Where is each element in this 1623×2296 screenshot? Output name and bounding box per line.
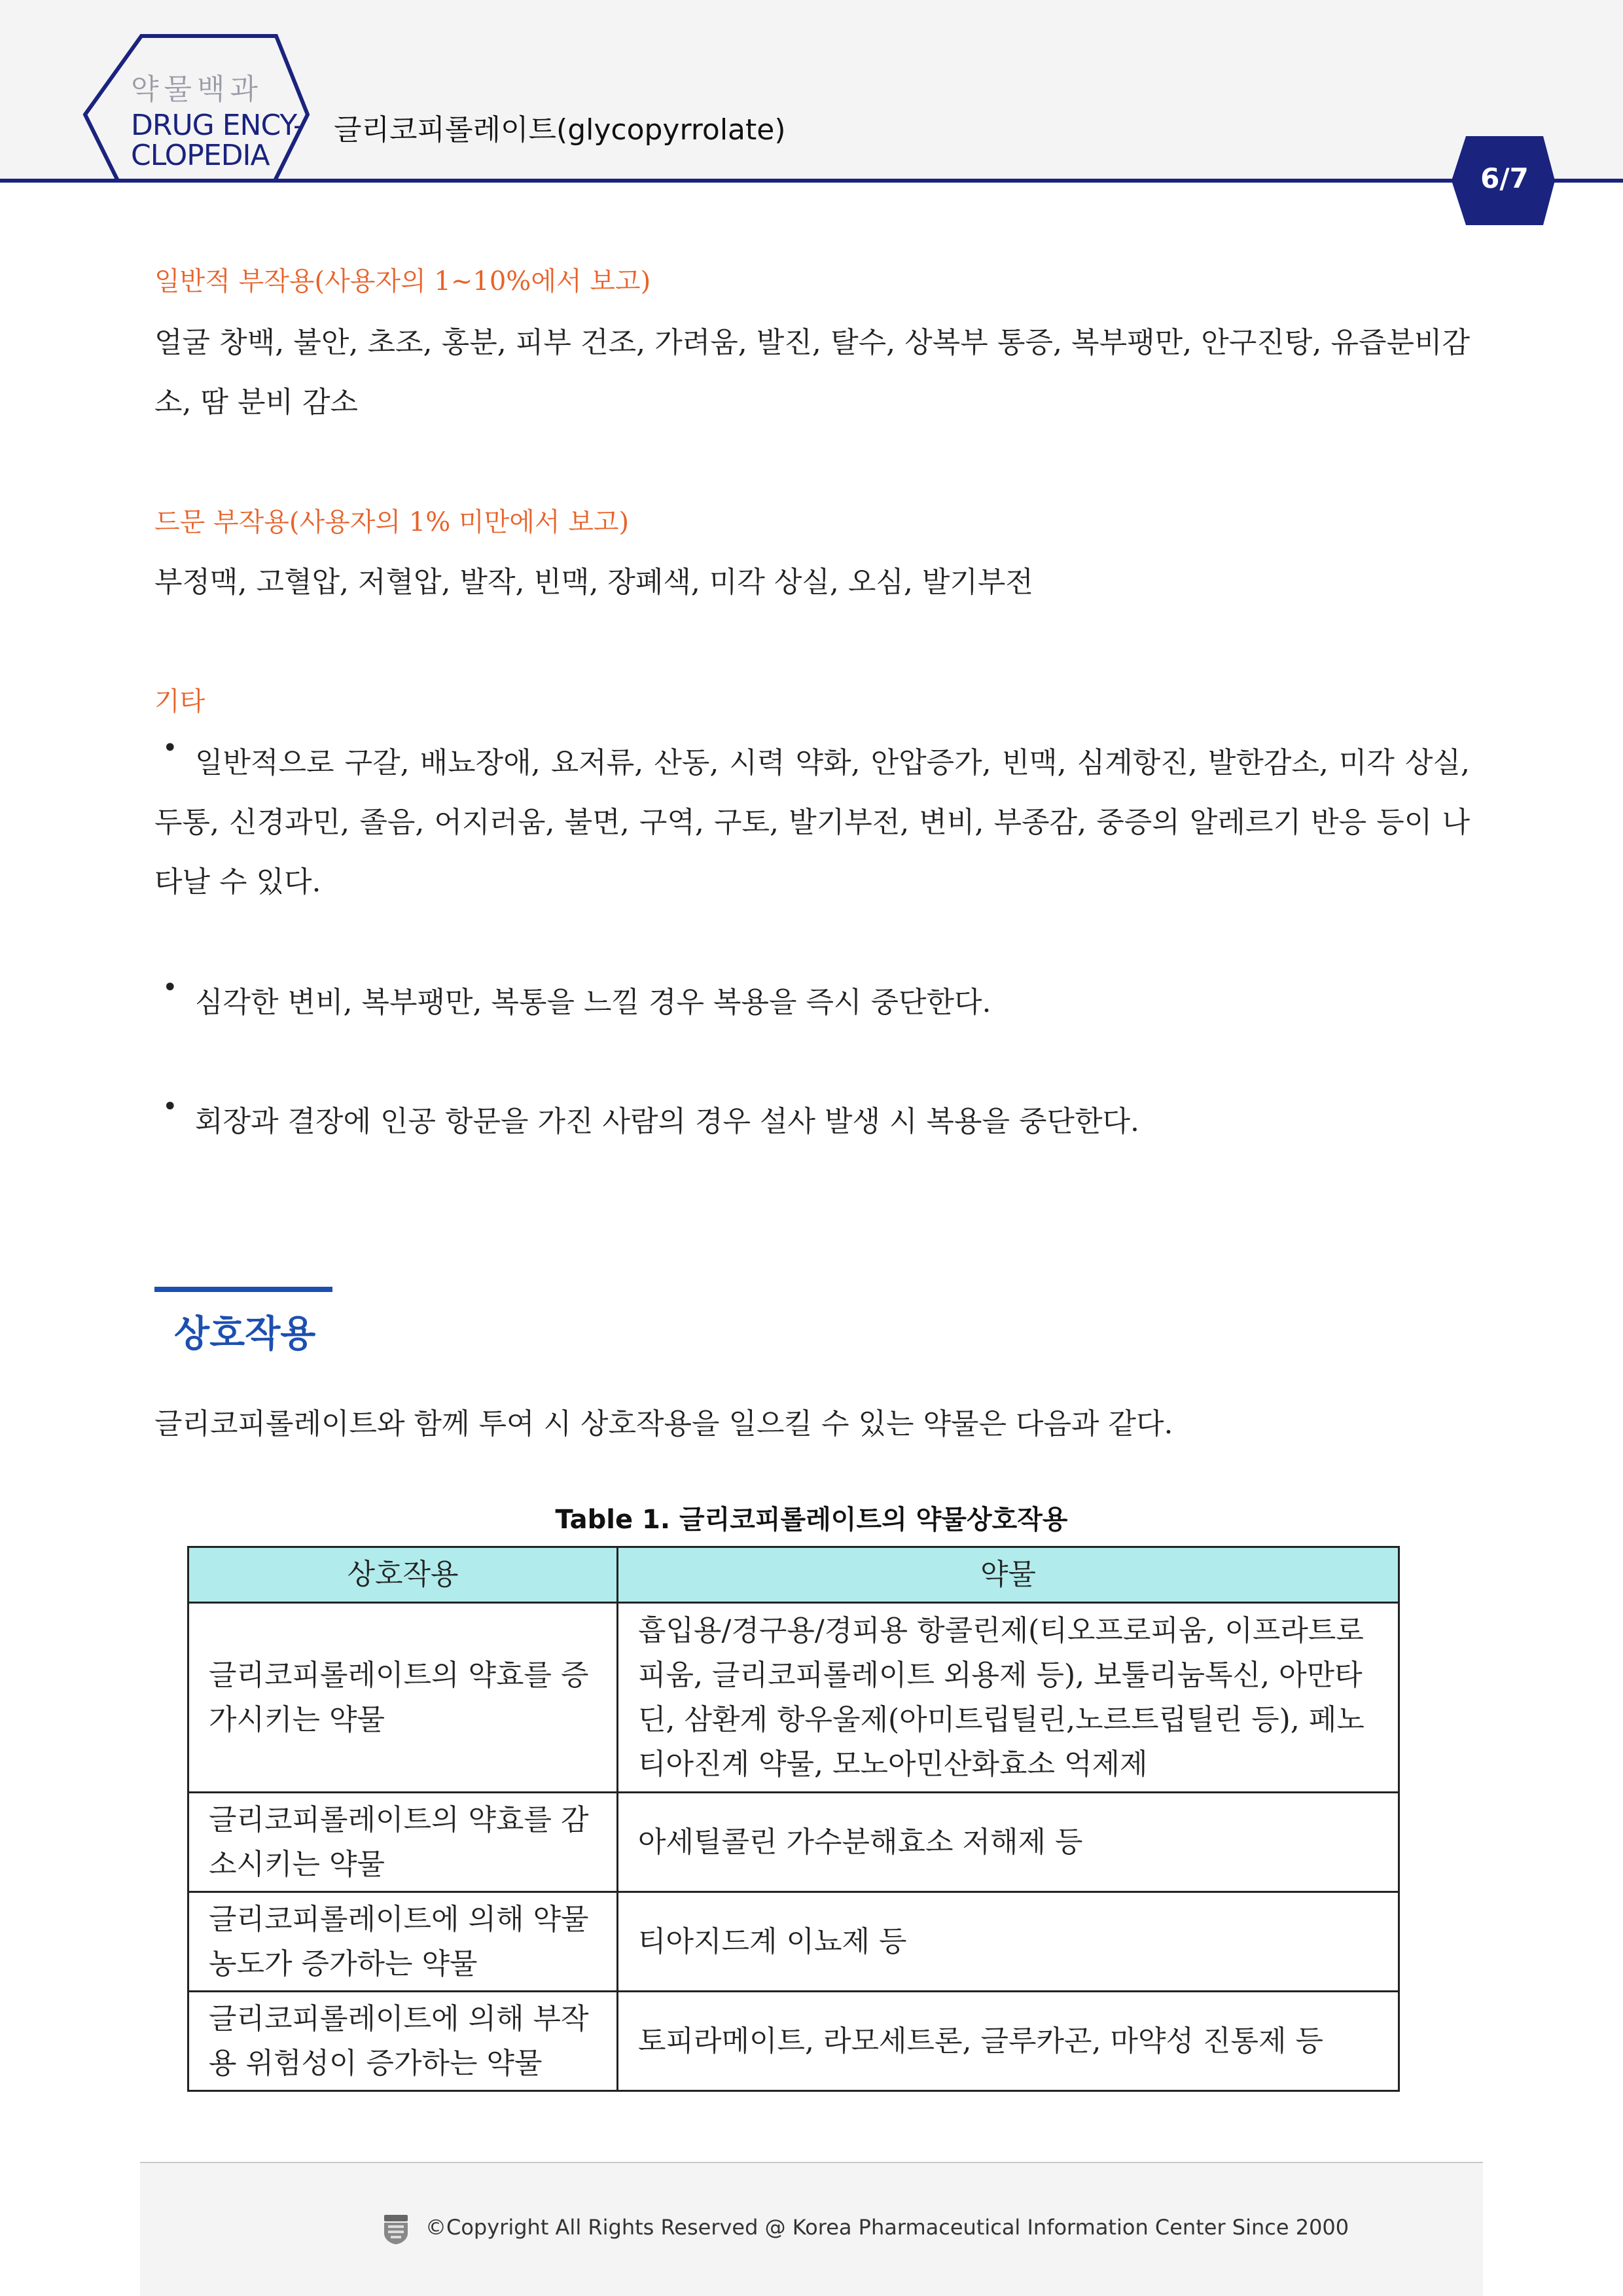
logo-drug-ency: DRUG ENCY-: [131, 109, 303, 142]
table-cell-drugs: 아세틸콜린 가수분해효소 저해제 등: [618, 1793, 1399, 1892]
section-accent-bar: [154, 1287, 332, 1292]
kpic-emblem-icon: [382, 2214, 410, 2245]
logo-korean: 약물백과: [131, 73, 264, 106]
table-header-drugs: 약물: [618, 1547, 1399, 1603]
table-cell-effect: 글리코피롤레이트의 약효를 증가시키는 약물: [188, 1603, 618, 1793]
table-cell-effect: 글리코피롤레이트에 의해 부작용 위험성이 증가하는 약물: [188, 1992, 618, 2091]
table-caption: Table 1. 글리코피롤레이트의 약물상호작용: [555, 1505, 1068, 1535]
table-row: [188, 1793, 1399, 1892]
table-row: [188, 1603, 1399, 1793]
common-side-effects-heading: 일반적 부작용(사용자의 1~10%에서 보고): [154, 266, 651, 296]
interactions-intro: 글리코피롤레이트와 함께 투여 시 상호작용을 일으킬 수 있는 약물은 다음과 같다.: [154, 1407, 1173, 1441]
other-bullet-2: 심각한 변비, 복부팽만, 복통을 느낄 경우 복용을 즉시 중단한다.: [195, 986, 991, 1019]
rare-side-effects-text: 부정맥, 고혈압, 저혈압, 발작, 빈맥, 장폐색, 미각 상실, 오심, 발기부전: [154, 565, 1033, 599]
table-header-effect: 상호작용: [188, 1547, 618, 1603]
page-number: 6/7: [1480, 162, 1529, 194]
document-title: 글리코피롤레이트(glycopyrrolate): [334, 113, 786, 147]
table-cell-effect: 글리코피롤레이트에 의해 약물 농도가 증가하는 약물: [188, 1892, 618, 1992]
table-row: [188, 1892, 1399, 1992]
common-side-effects-text: 얼굴 창백, 불안, 초조, 홍분, 피부 건조, 가려움, 발진, 탈수, 상복부 통증, 복부팽만, 안구진탕, 유즙분비감소, 땀 분비 감소: [154, 326, 1470, 419]
other-heading: 기타: [154, 687, 205, 717]
other-bullet-3: 회장과 결장에 인공 항문을 가진 사람의 경우 설사 발생 시 복용을 중단한다.: [195, 1105, 1139, 1138]
bullet-marker: •: [162, 733, 178, 763]
table-row: [188, 1992, 1399, 2091]
bullet-marker: •: [162, 1092, 178, 1122]
other-bullet-1: 일반적으로 구갈, 배뇨장애, 요저류, 산동, 시력 약화, 안압증가, 빈맥, 심계항진, 발한감소, 미각 상실, 두통, 신경과민, 졸음, 어지러움, 불면, 구역, 구토, 발기부전, 변비, 부종감, 중증의 알레르기 반응 등이 나타날 수 있다.: [154, 746, 1470, 899]
table-cell-drugs: 토피라메이트, 라모세트론, 글루카곤, 마약성 진통제 등: [618, 1992, 1399, 2091]
table-cell-effect: 글리코피롤레이트의 약효를 감소시키는 약물: [188, 1793, 618, 1892]
logo-clopedia: CLOPEDIA: [131, 139, 270, 172]
table-cell-drugs: 티아지드계 이뇨제 등: [618, 1892, 1399, 1992]
interactions-section-title: 상호작용: [174, 1313, 316, 1355]
table-header-row: [188, 1547, 1399, 1603]
table-cell-drugs: 흡입용/경구용/경피용 항콜린제(티오프로피움, 이프라트로피움, 글리코피롤레이트 외용제 등), 보툴리눔톡신, 아만타딘, 삼환계 항우울제(아미트립틸린,노르트립틸린 등), 페노티아진계 약물, 모노아민산화효소 억제제: [618, 1603, 1399, 1793]
footer-copyright: ©Copyright All Rights Reserved @ Korea Pharmaceutical Information Center Since 2000: [425, 2215, 1349, 2240]
rare-side-effects-heading: 드문 부작용(사용자의 1% 미만에서 보고): [154, 507, 630, 537]
bullet-marker: •: [162, 973, 178, 1003]
interactions-table: [187, 1546, 1400, 2092]
